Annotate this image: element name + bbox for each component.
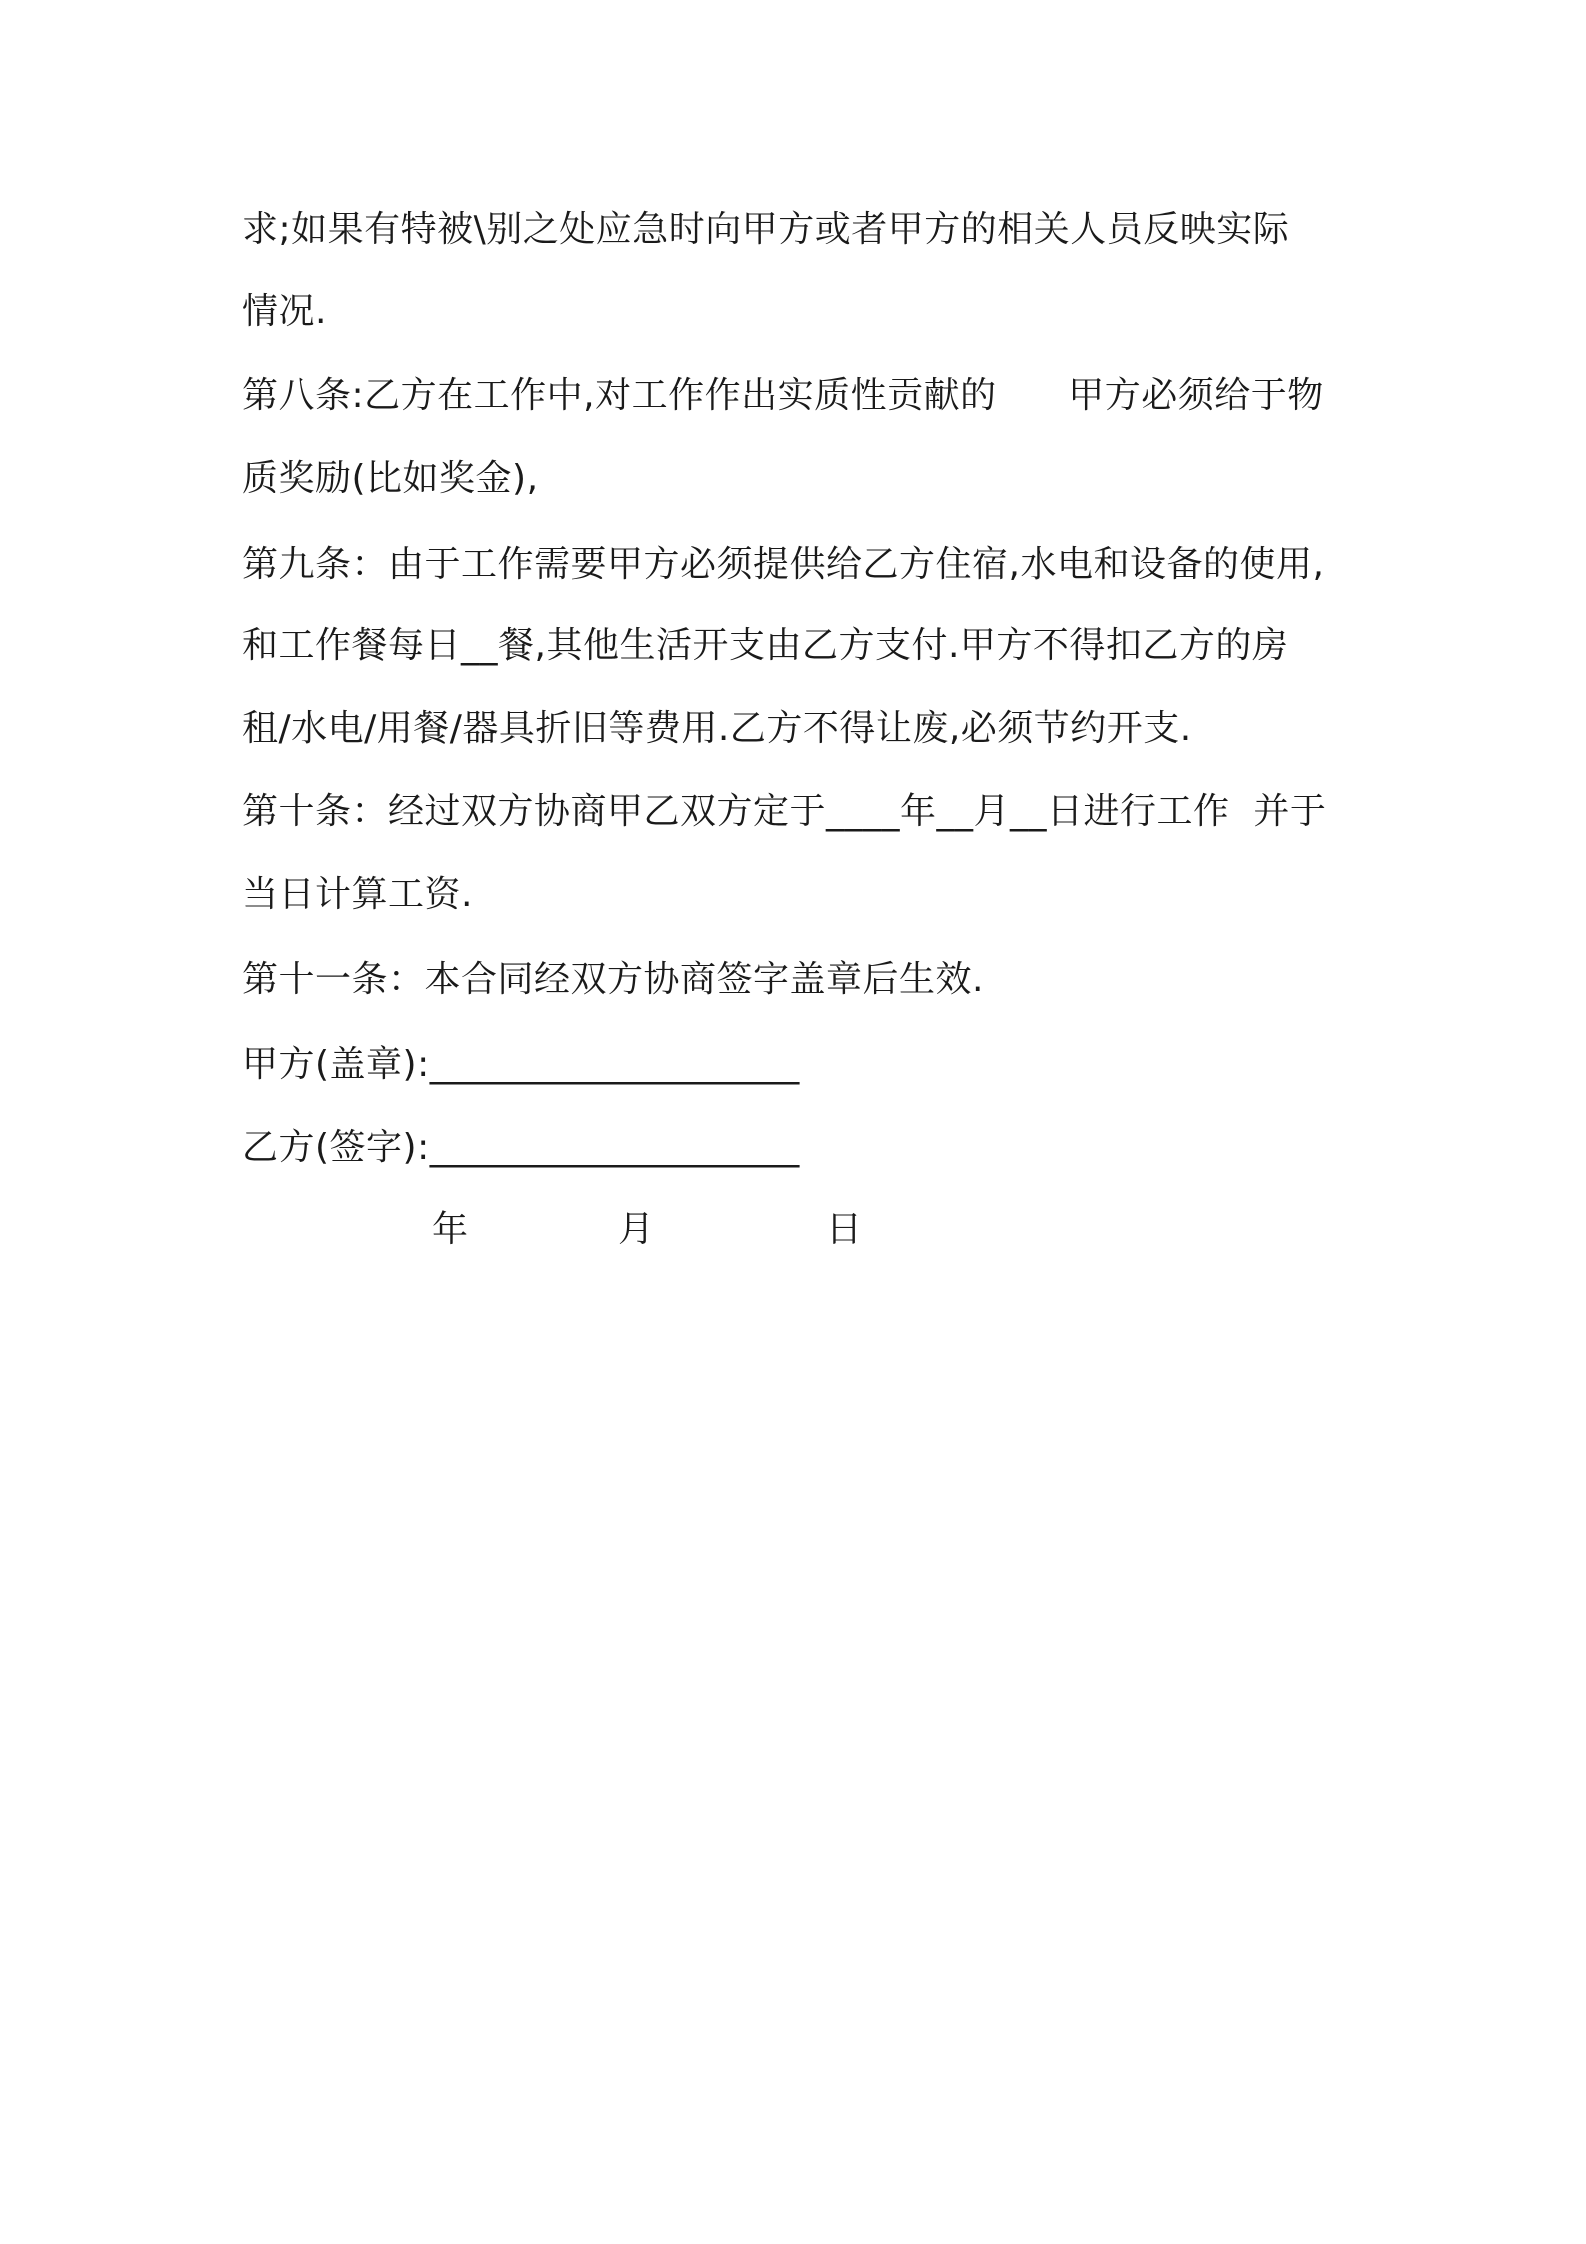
text-line: 情况. <box>242 291 327 332</box>
text-line: 和工作餐每日__餐,其他生活开支由乙方支付.甲方不得扣乙方的房 <box>242 625 1289 666</box>
party-a-signature-line: 甲方(盖章):____________________ <box>242 1044 800 1085</box>
text-line: 当日计算工资. <box>242 874 473 915</box>
article-8: 第八条:乙方在工作中,对工作作出实质性贡献的 甲方必须给于物 <box>242 375 1324 416</box>
date-day-label: 日 <box>826 1209 863 1250</box>
article-9: 第九条：由于工作需要甲方必须提供给乙方住宿,水电和设备的使用, <box>242 544 1325 585</box>
party-b-signature-line: 乙方(签字):____________________ <box>242 1127 800 1168</box>
article-10: 第十条：经过双方协商甲乙双方定于____年__月__日进行工作 并于 <box>242 791 1327 832</box>
date-year-label: 年 <box>432 1209 469 1250</box>
date-month-label: 月 <box>618 1209 655 1250</box>
text-line: 求;如果有特被\别之处应急时向甲方或者甲方的相关人员反映实际 <box>242 209 1290 250</box>
text-line: 质奖励(比如奖金), <box>242 458 539 499</box>
article-11: 第十一条：本合同经双方协商签字盖章后生效. <box>242 959 984 1000</box>
text-line: 租/水电/用餐/器具折旧等费用.乙方不得让废,必须节约开支. <box>242 708 1192 749</box>
